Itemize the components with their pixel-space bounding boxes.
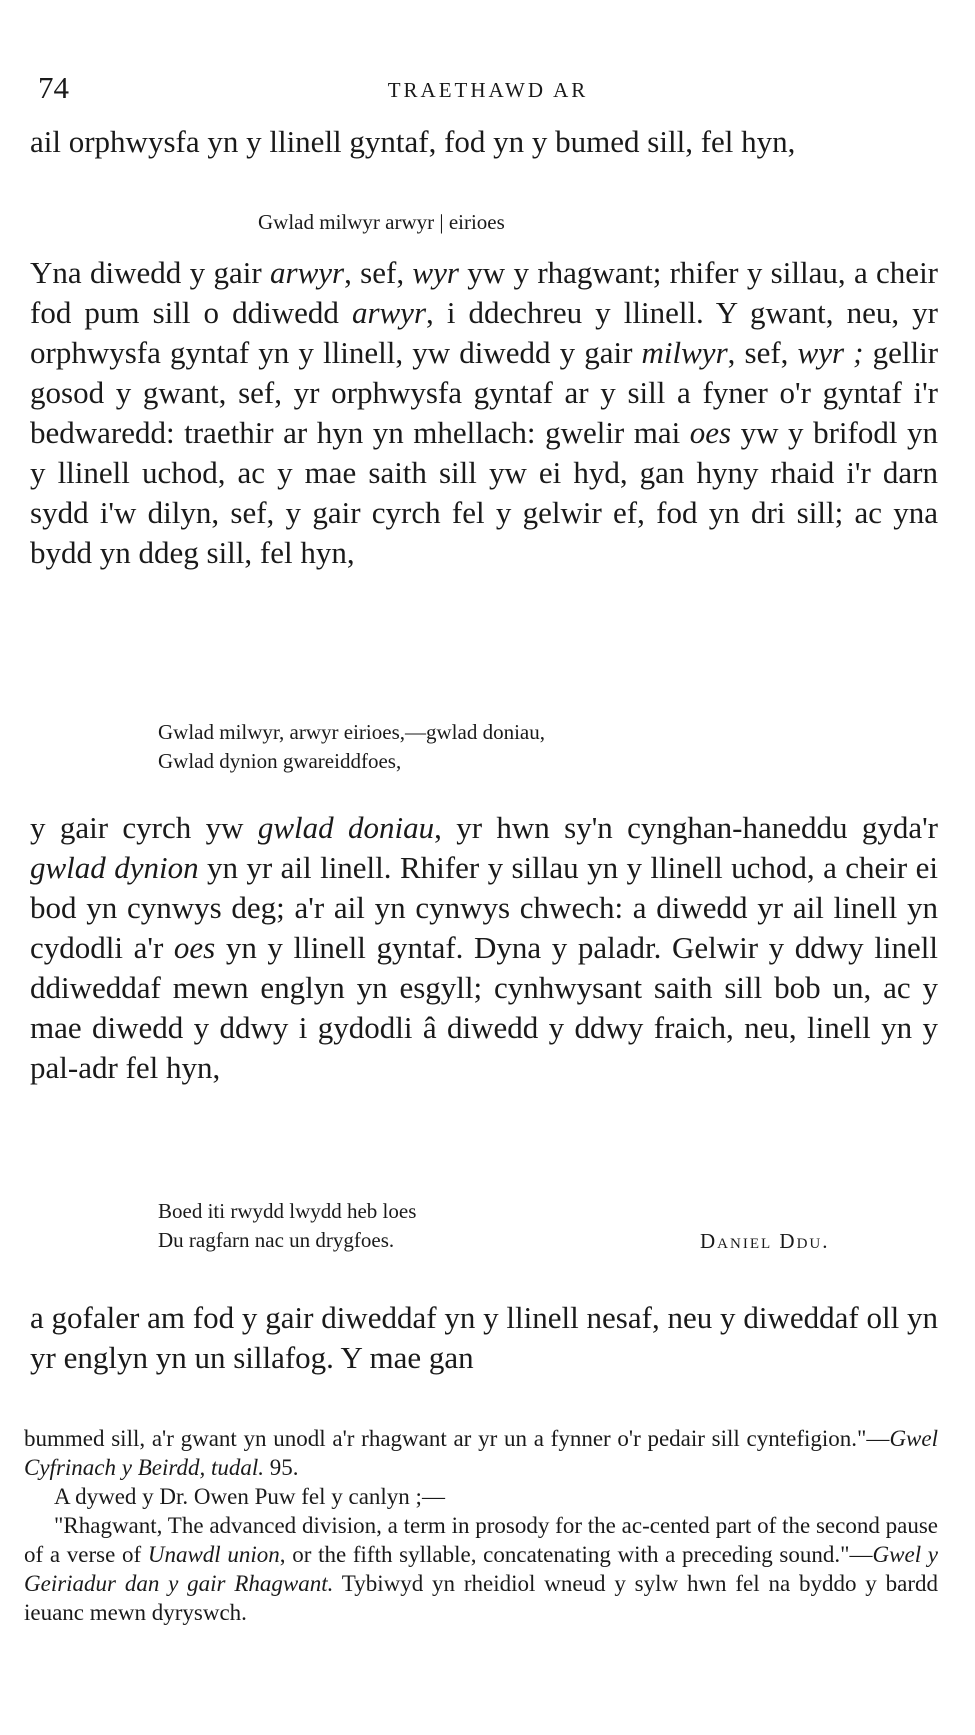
paragraph-1 bbox=[30, 122, 938, 162]
page-header bbox=[38, 70, 938, 110]
paragraph-3-text bbox=[30, 808, 938, 1088]
verse-author: Daniel Ddu. bbox=[700, 1229, 830, 1253]
text-run: , sef, bbox=[727, 335, 798, 370]
verse-example-3 bbox=[158, 1197, 416, 1255]
italic-term: oes bbox=[173, 930, 216, 965]
verse-line-1: Gwlad milwyr, arwyr eirioes,—gwlad doniau, bbox=[158, 720, 545, 744]
italic-term: arwyr bbox=[270, 255, 345, 290]
paragraph-1-text: ail orphwysfa yn y llinell gyntaf, fod yn y bumed sill, fel hyn, bbox=[30, 124, 796, 159]
paragraph-4-text: a gofaler am fod y gair diweddaf yn y llinell nesaf, neu y diweddaf oll yn yr englyn yn un sillafog. Y mae gan bbox=[30, 1300, 938, 1375]
italic-term: milwyr bbox=[641, 335, 728, 370]
italic-term: wyr bbox=[412, 255, 459, 290]
italic-term: gwlad doniau bbox=[257, 810, 435, 845]
verse-line: Gwlad milwyr arwyr | eirioes bbox=[258, 210, 505, 234]
verse-line-2: Du ragfarn nac un drygfoes. bbox=[158, 1228, 395, 1252]
paragraph-2-text bbox=[30, 253, 938, 573]
footnote-continuation bbox=[24, 1424, 938, 1482]
text-run: Tybiwyd yn rheidiol wneud y sylw hwn fel na byddo y bardd ieuanc mewn dyryswch. bbox=[24, 1571, 938, 1625]
footnote-intro: A dywed y Dr. Owen Puw fel y canlyn ;— bbox=[54, 1484, 445, 1509]
footnotes bbox=[24, 1424, 938, 1627]
italic-citation: Gwel y Geiriadur dan y gair Rhagwant. bbox=[24, 1542, 938, 1596]
verse-line-2: Gwlad dynion gwareiddfoes, bbox=[158, 749, 402, 773]
text-run: "Rhagwant, The advanced division, a term in prosody for the ac-cented part of the second pause of a verse of bbox=[24, 1513, 938, 1567]
verse-example-1 bbox=[258, 208, 505, 237]
verse-example-2 bbox=[158, 718, 545, 776]
running-head: TRAETHAWD AR bbox=[387, 78, 589, 102]
italic-citation: Gwel Cyfrinach y Beirdd, tudal. bbox=[24, 1426, 938, 1480]
page-number: 74 bbox=[38, 70, 69, 105]
verse-line-1: Boed iti rwydd lwydd heb loes bbox=[158, 1199, 417, 1223]
text-run: , sef, bbox=[344, 255, 413, 290]
text-run: Yna diwedd y gair bbox=[30, 255, 270, 290]
text-run: , or the fifth syllable, concatenating with a preceding sound."— bbox=[279, 1542, 873, 1567]
text-run: gellir gosod y gwant, sef, yr orphwysfa gyntaf ar y sill a fyner o'r gyntaf i'r bedwaredd: traethir ar hyn yn mhellach: gwelir mai bbox=[30, 335, 939, 450]
italic-term: wyr ; bbox=[797, 335, 864, 370]
text-run: yn yr ail linell. Rhifer y sillau yn y llinell uchod, a cheir ei bod yn cynwys deg; a'r ail yn cynwys chwech: a diwedd yr ail linell yn cydodli a'r bbox=[30, 850, 939, 965]
footnote-quote bbox=[24, 1511, 938, 1627]
text-run: , yr hwn sy'n cynghan-haneddu gyda'r bbox=[434, 810, 939, 845]
text-run: y gair cyrch yw bbox=[30, 810, 258, 845]
paragraph-2 bbox=[30, 253, 938, 573]
paragraph-3 bbox=[30, 808, 938, 1088]
text-run: , i ddechreu y llinell. Y gwant, neu, yr orphwysfa gyntaf yn y llinell, yw diwedd y gair bbox=[30, 295, 939, 370]
text-run: bummed sill, a'r gwant yn unodl a'r rhagwant ar yr un a fynner o'r pedair sill cyntefigion."— bbox=[24, 1426, 890, 1451]
text-run: yn y llinell gyntaf. Dyna y paladr. Gelwir y ddwy linell ddiweddaf mewn englyn yn esgyll; cynhwysant saith sill bob un, ac y mae diwedd y ddwy i gydodli â diwedd y ddwy fraich, neu, linell yn y pal-adr fel hyn, bbox=[30, 930, 938, 1085]
italic-term: arwyr bbox=[351, 295, 427, 330]
italic-term: gwlad dynion bbox=[30, 850, 199, 885]
text-run: yw y brifodl yn y llinell uchod, ac y mae saith sill yw ei hyd, gan hyny rhaid i'r darn sydd i'w dilyn, sef, y gair cyrch fel y gelwir ef, fod yn dri sill; ac yna bydd yn ddeg sill, fel hyn, bbox=[30, 415, 938, 570]
text-run: yw y rhagwant; rhifer y sillau, a cheir fod pum sill o ddiwedd bbox=[30, 255, 938, 330]
text-run: 95. bbox=[263, 1455, 299, 1480]
italic-term: Unawdl union bbox=[147, 1542, 280, 1567]
paragraph-4 bbox=[30, 1298, 938, 1378]
italic-term: oes bbox=[689, 415, 732, 450]
